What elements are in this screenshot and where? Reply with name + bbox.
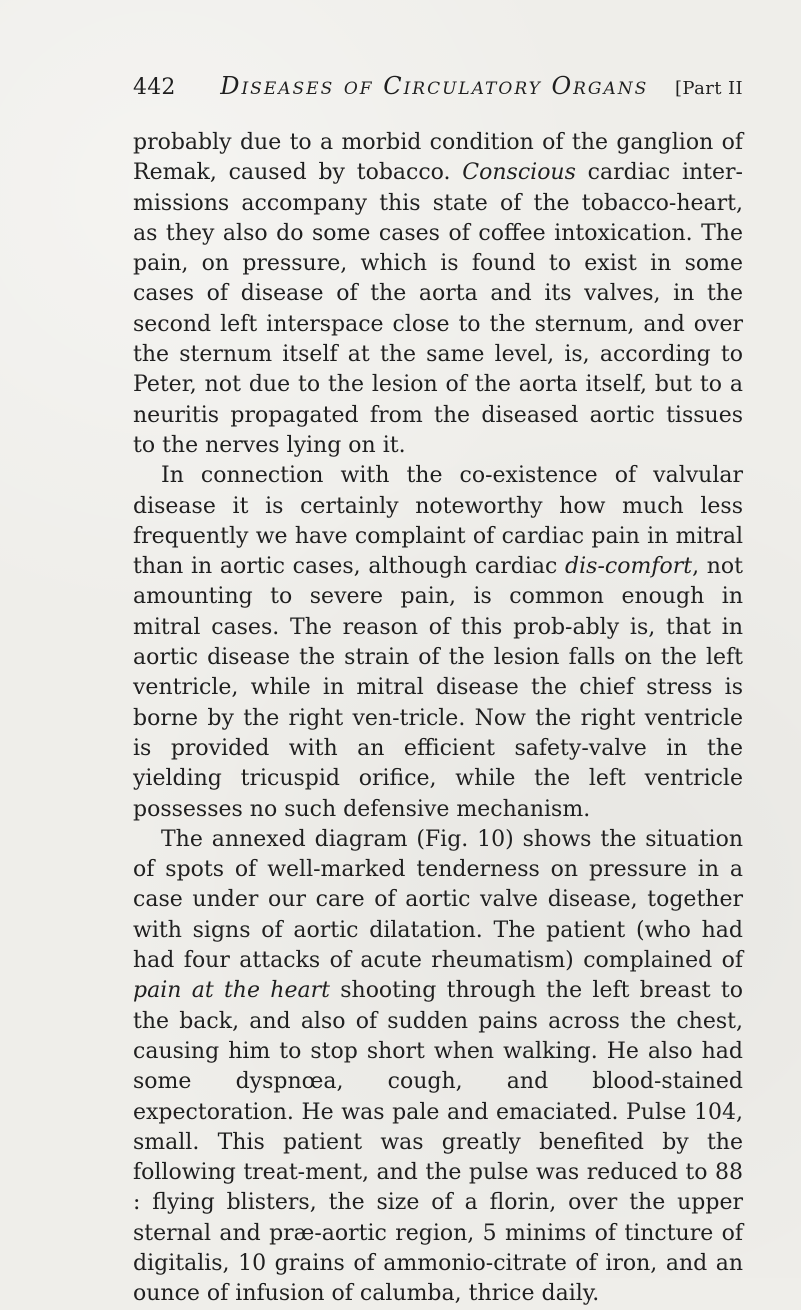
paragraph-2-italic-text: dis-comfort (565, 554, 693, 580)
paragraph-3-text-a: The annexed diagram (Fig. 10) shows the situation of spots of well-marked tenderness on pressure in a case under our care of aortic valve disease, together with signs of aortic dilatation. The patient (who had had four attacks of acute rheumatism) complained of (133, 826, 743, 974)
page-number: 442 (133, 75, 176, 100)
page-header (133, 72, 743, 112)
paragraph-1 (133, 128, 743, 461)
paragraph-3 (133, 825, 743, 1310)
paragraph-2-text-b: , not amounting to severe pain, is common enough in mitral cases. The reason of this prob-ably is, that in aortic disease the strain of the lesion falls on the left ventricle, while in mitral disease the chief stress is borne by the right ven-tricle. Now the right ventricle is provided with an efficient safety-valve in the yielding tricuspid orifice, while the left ventricle possesses no such defensive mechanism. (133, 554, 743, 822)
paragraph-1-italic-text: Conscious (462, 160, 576, 186)
part-label: [Part II (674, 78, 743, 99)
running-title: Diseases of Circulatory Organs (220, 72, 649, 100)
paragraph-1-text-b: cardiac inter-missions accompany this state of the tobacco-heart, as they also do some cases of coffee intoxication. The pain, on pressure, which is found to exist in some cases of disease of the aorta and its valves, in the second left interspace close to the sternum, and over the sternum itself at the same level, is, according to Peter, not due to the lesion of the aorta itself, but to a neuritis propagated from the diseased aortic tissues to the nerves lying on it. (133, 160, 743, 458)
body-text (133, 128, 743, 1310)
paragraph-3-text-b: shooting through the left breast to the back, and also of sudden pains across the chest, causing him to stop short when walking. He also had some dyspnœa, cough, and blood-stained expectoration. He was pale and emaciated. Pulse 104, small. This patient was greatly benefited by the following treat-ment, and the pulse was reduced to 88 : flying blisters, the size of a florin, over the upper sternal and præ-aortic region, 5 minims of tincture of digitalis, 10 grains of ammonio-citrate of iron, and an ounce of infusion of calumba, thrice daily. (133, 978, 743, 1307)
paragraph-1-text-a: probably due to a morbid condition of the ganglion of Remak, caused by tobacco. (133, 130, 743, 186)
paragraph-2 (133, 461, 743, 825)
paragraph-2-text-a: In connection with the co-existence of valvular disease it is certainly noteworthy how much less frequently we have complaint of cardiac pain in mitral than in aortic cases, although cardiac (133, 463, 743, 580)
paragraph-3-italic-text: pain at the heart (133, 978, 330, 1004)
